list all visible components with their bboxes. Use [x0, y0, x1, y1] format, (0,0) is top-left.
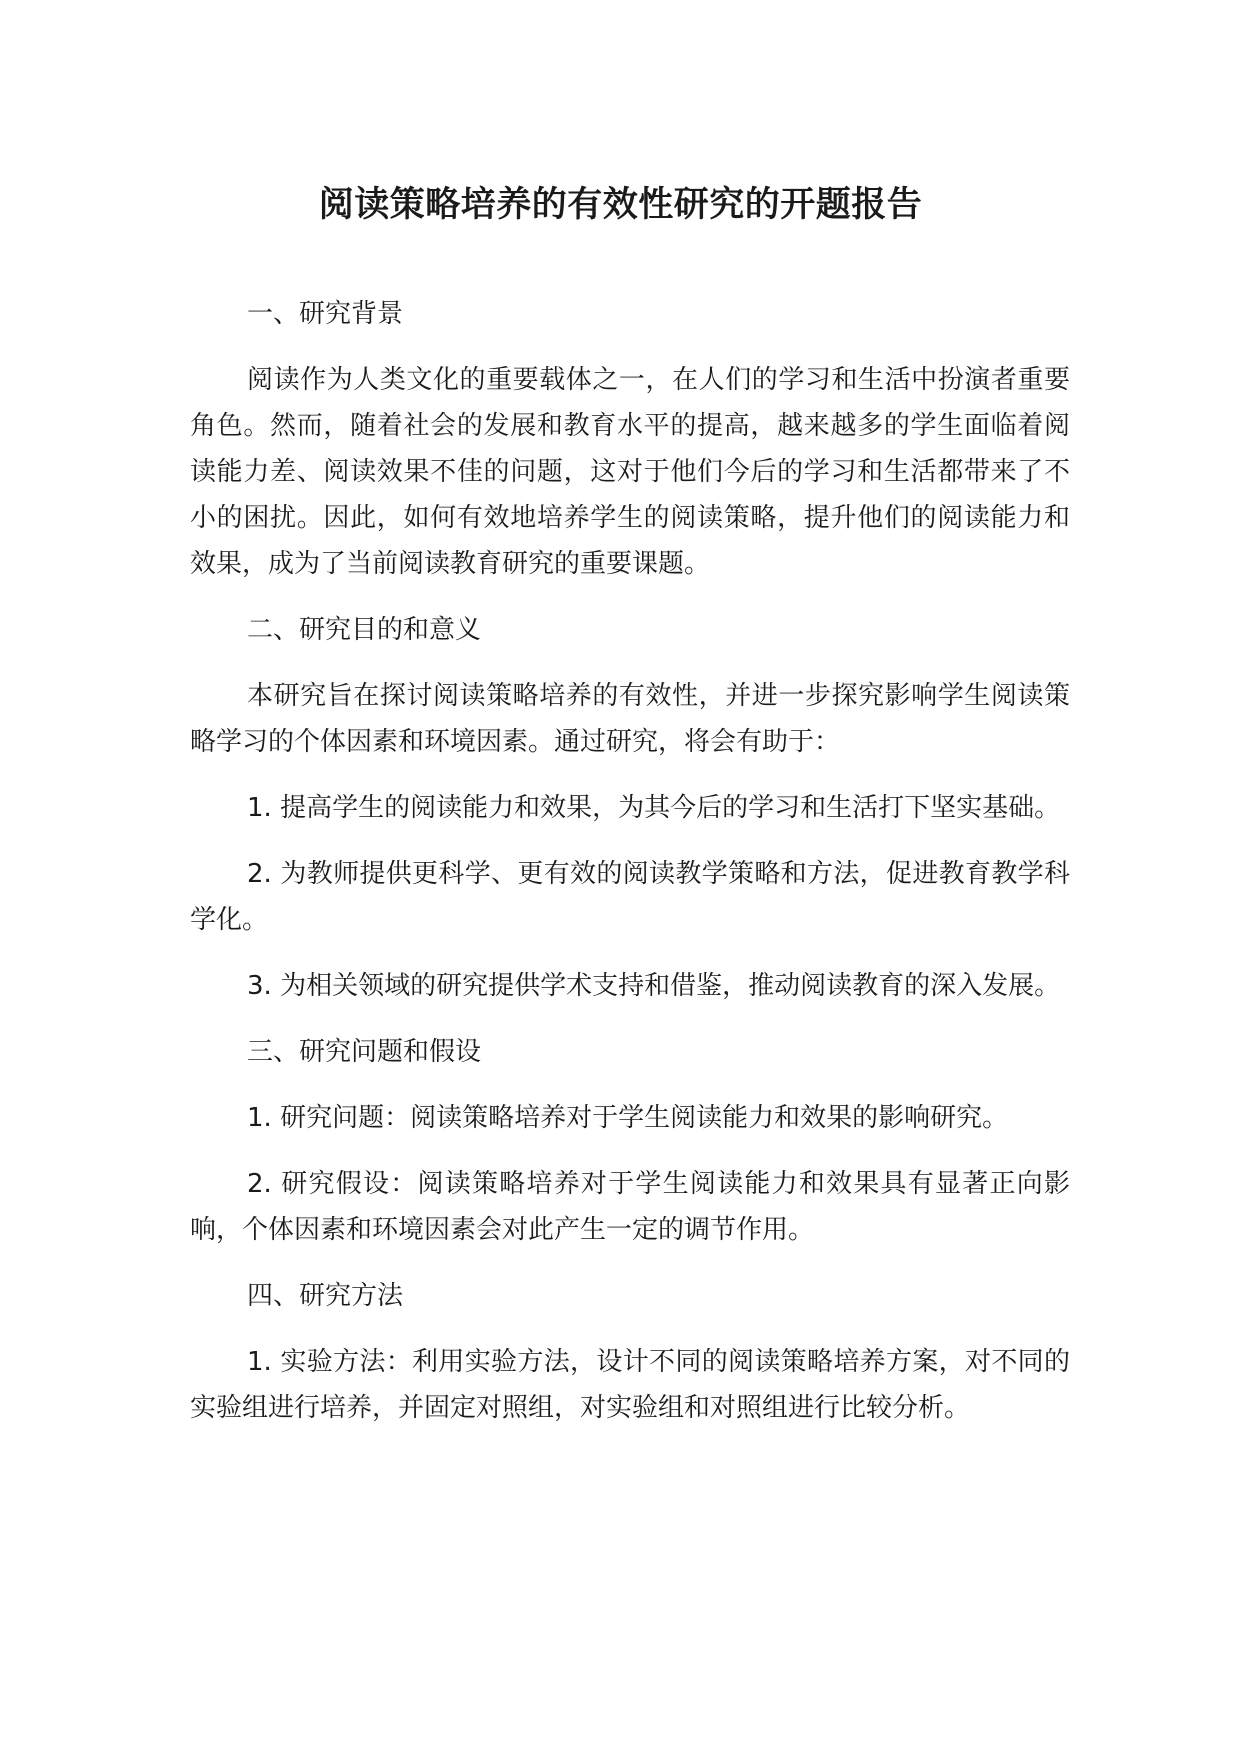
paragraph-purpose-item-3: 3. 为相关领域的研究提供学术支持和借鉴，推动阅读教育的深入发展。: [247, 971, 1061, 1001]
paragraph-purpose-intro: 本研究旨在探讨阅读策略培养的有效性，并进一步探究影响学生阅读策略学习的个体因素和环境因素。通过研究，将会有助于：: [190, 681, 1070, 757]
section-heading-purpose: 二、研究目的和意义: [247, 615, 482, 645]
paragraph-purpose-item-1: 1. 提高学生的阅读能力和效果，为其今后的学习和生活打下坚实基础。: [247, 793, 1061, 823]
document-title: 阅读策略培养的有效性研究的开题报告: [318, 185, 923, 225]
document-body: [190, 291, 1070, 1451]
section-heading-methods: 四、研究方法: [247, 1281, 404, 1311]
paragraph-research-question: 1. 研究问题：阅读策略培养对于学生阅读能力和效果的影响研究。: [247, 1103, 1009, 1133]
paragraph-experiment-method: 1. 实验方法：利用实验方法，设计不同的阅读策略培养方案，对不同的实验组进行培养，并固定对照组，对实验组和对照组进行比较分析。: [190, 1347, 1070, 1423]
section-heading-background: 一、研究背景: [247, 299, 404, 329]
section-heading-questions: 三、研究问题和假设: [247, 1037, 482, 1067]
paragraph-background: 阅读作为人类文化的重要载体之一，在人们的学习和生活中扮演者重要角色。然而，随着社会的发展和教育水平的提高，越来越多的学生面临着阅读能力差、阅读效果不佳的问题，这对于他们今后的学习和生活都带来了不小的困扰。因此，如何有效地培养学生的阅读策略，提升他们的阅读能力和效果，成为了当前阅读教育研究的重要课题。: [190, 365, 1070, 579]
paragraph-research-hypothesis: 2. 研究假设：阅读策略培养对于学生阅读能力和效果具有显著正向影响，个体因素和环境因素会对此产生一定的调节作用。: [190, 1169, 1070, 1245]
paragraph-purpose-item-2: 2. 为教师提供更科学、更有效的阅读教学策略和方法，促进教育教学科学化。: [190, 859, 1070, 935]
